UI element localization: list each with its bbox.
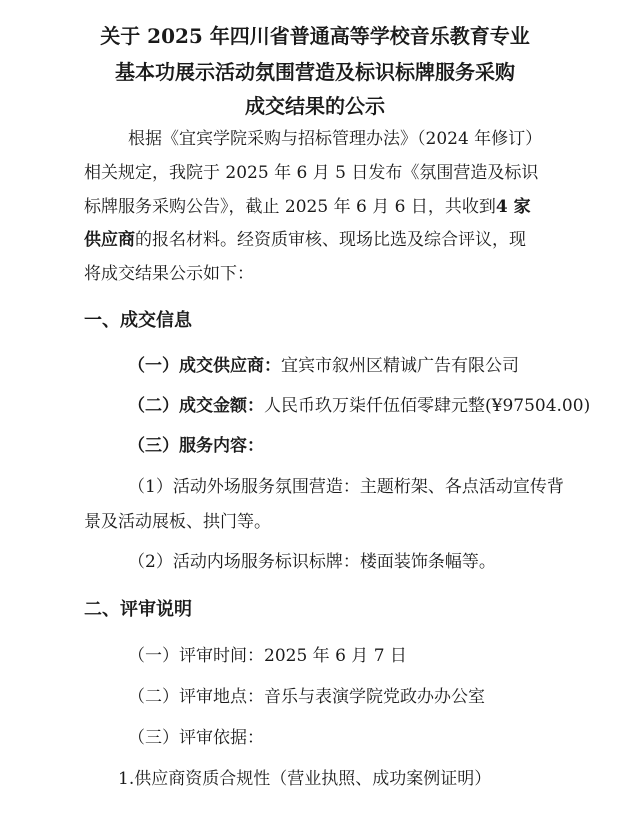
- review-time: （一）评审时间：2025 年 6 月 7 日: [128, 646, 407, 666]
- review-place: （二）评审地点：音乐与表演学院党政办办公室: [128, 687, 485, 707]
- supplier-count: 4 家: [495, 197, 531, 217]
- amount-label: （二）成交金额：: [128, 396, 264, 416]
- doc-title-line-2: 基本功展示活动氛围营造及标识标牌服务采购: [115, 60, 515, 84]
- amount-row: [128, 395, 590, 417]
- doc-title-line-1: 关于 2025 年四川省普通高等学校音乐教育专业: [100, 24, 530, 48]
- section-2-heading: 二、评审说明: [84, 599, 192, 620]
- supplier-word: 供应商: [84, 230, 135, 250]
- intro-line-4-text: 的报名材料。经资质审核、现场比选及综合评议，现: [135, 230, 526, 250]
- service-item-1-line-2: 景及活动展板、拱门等。: [84, 512, 271, 532]
- supplier-row: [128, 355, 519, 377]
- service-item-1-line-1: （1）活动外场服务氛围营造：主题桁架、各点活动宣传背: [128, 477, 564, 497]
- service-content-label: （三）服务内容：: [128, 436, 264, 456]
- section-1-heading: 一、成交信息: [84, 310, 192, 331]
- supplier-value: 宜宾市叙州区精诚广告有限公司: [281, 356, 519, 376]
- service-item-2: （2）活动内场服务标识标牌：楼面装饰条幅等。: [128, 552, 496, 572]
- intro-line-5: 将成交结果公示如下：: [84, 264, 254, 284]
- amount-value: 人民币玖万柒仟伍佰零肆元整(¥97504.00): [264, 396, 591, 416]
- intro-line-4: [84, 229, 526, 251]
- intro-line-1: 根据《宜宾学院采购与招标管理办法》（2024 年修订）: [128, 129, 543, 149]
- review-basis-label: （三）评审依据：: [128, 728, 264, 748]
- doc-title-line-3: 成交结果的公示: [245, 94, 385, 118]
- supplier-label: （一）成交供应商：: [128, 356, 281, 376]
- intro-line-3-text: 标牌服务采购公告》，截止 2025 年 6 月 6 日，共收到: [84, 197, 496, 217]
- review-basis-item-1: 1.供应商资质合规性（营业执照、成功案例证明）: [118, 769, 492, 789]
- intro-line-3: [84, 196, 531, 218]
- intro-line-2: 相关规定，我院于 2025 年 6 月 5 日发布《氛围营造及标识: [84, 163, 539, 183]
